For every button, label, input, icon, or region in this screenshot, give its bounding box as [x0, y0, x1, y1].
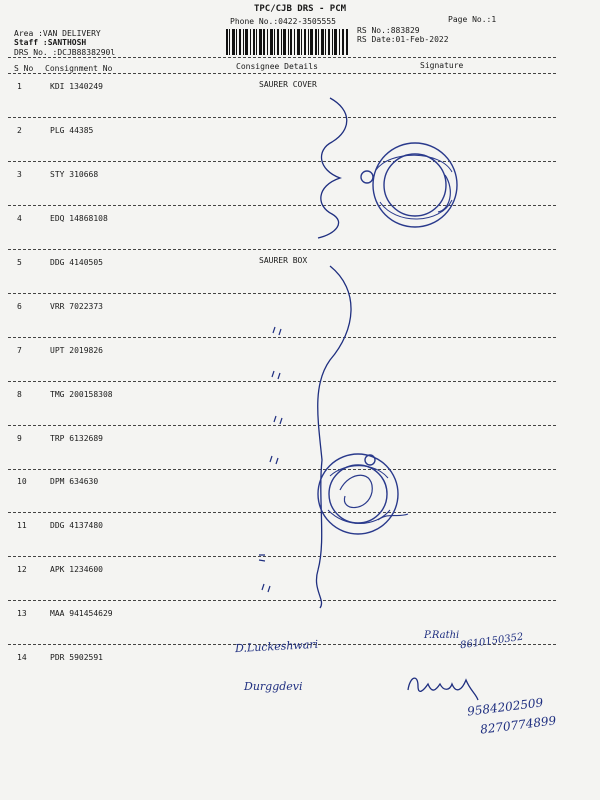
- ditto-marks: [259, 327, 282, 592]
- row-3-consignment: STY 310668: [50, 170, 99, 179]
- handwritten-name-2: Durggdevi: [244, 680, 303, 693]
- brace-mark-bottom: [316, 266, 351, 608]
- row-6-sno: 6: [17, 302, 22, 311]
- staff-label: Staff :SANTHOSH: [14, 38, 87, 47]
- row-4-consignment: EDQ 14868108: [50, 214, 108, 223]
- row-1-sno: 1: [17, 82, 22, 91]
- row-12-sno: 12: [17, 565, 27, 574]
- drs-number: DRS No. :DCJB8838290l: [14, 48, 116, 57]
- page-number: Page No.:1: [448, 15, 497, 24]
- row-8-sno: 8: [17, 390, 22, 399]
- handwritten-phone-1: 8610150352: [459, 631, 525, 652]
- handwritten-phone-2: 9584202509: [466, 695, 544, 719]
- row-11-consignment: DDG 4137480: [50, 521, 103, 530]
- company-stamp-2: [318, 454, 408, 534]
- row-8-consignment: TMG 200158308: [50, 390, 113, 399]
- rs-number: RS No.:883829: [357, 26, 420, 35]
- row-1-details: SAURER COVER: [259, 80, 317, 89]
- row-5-sno: 5: [17, 258, 22, 267]
- company-stamp-1: [361, 143, 457, 227]
- row-9-consignment: TRP 6132689: [50, 434, 103, 443]
- row-3-sno: 3: [17, 170, 22, 179]
- row-13-consignment: MAA 941454629: [50, 609, 113, 618]
- phone-value: 0422-3505555: [278, 17, 336, 26]
- row-1-consignment: KDI 1340249: [50, 82, 103, 91]
- handwritten-signature-2: [408, 678, 478, 700]
- area-label: Area :VAN DELIVERY: [14, 29, 101, 38]
- row-2-sno: 2: [17, 126, 22, 135]
- row-10-consignment: DPM 634630: [50, 477, 99, 486]
- row-4-sno: 4: [17, 214, 22, 223]
- row-2-consignment: PLG 44385: [50, 126, 94, 135]
- col-header-signature: Signature: [420, 61, 464, 70]
- row-13-sno: 13: [17, 609, 27, 618]
- rs-date: RS Date:01-Feb-2022: [357, 35, 449, 44]
- col-header-consignment: Consignment No: [45, 64, 113, 73]
- handwritten-signature-1: P.Rathi: [424, 630, 460, 641]
- col-header-consignee-details: Consignee Details: [236, 62, 318, 71]
- handwritten-phone-3: 8270774899: [479, 713, 557, 737]
- row-7-sno: 7: [17, 346, 22, 355]
- row-7-consignment: UPT 2019826: [50, 346, 103, 355]
- row-14-consignment: PDR 5902591: [50, 653, 103, 662]
- row-5-details: SAURER BOX: [259, 256, 308, 265]
- phone-label: Phone No.:: [230, 17, 279, 26]
- col-header-sno: S No: [14, 64, 34, 73]
- document-title: TPC/CJB DRS - PCM: [253, 4, 347, 14]
- row-11-sno: 11: [17, 521, 27, 530]
- row-5-consignment: DDG 4140505: [50, 258, 103, 267]
- row-12-consignment: APK 1234600: [50, 565, 103, 574]
- row-10-sno: 10: [17, 477, 27, 486]
- row-9-sno: 9: [17, 434, 22, 443]
- brace-mark-top: [318, 98, 347, 238]
- row-6-consignment: VRR 7022373: [50, 302, 103, 311]
- row-14-sno: 14: [17, 653, 27, 662]
- handwritten-name-1: D.Luckeshwari: [234, 637, 319, 656]
